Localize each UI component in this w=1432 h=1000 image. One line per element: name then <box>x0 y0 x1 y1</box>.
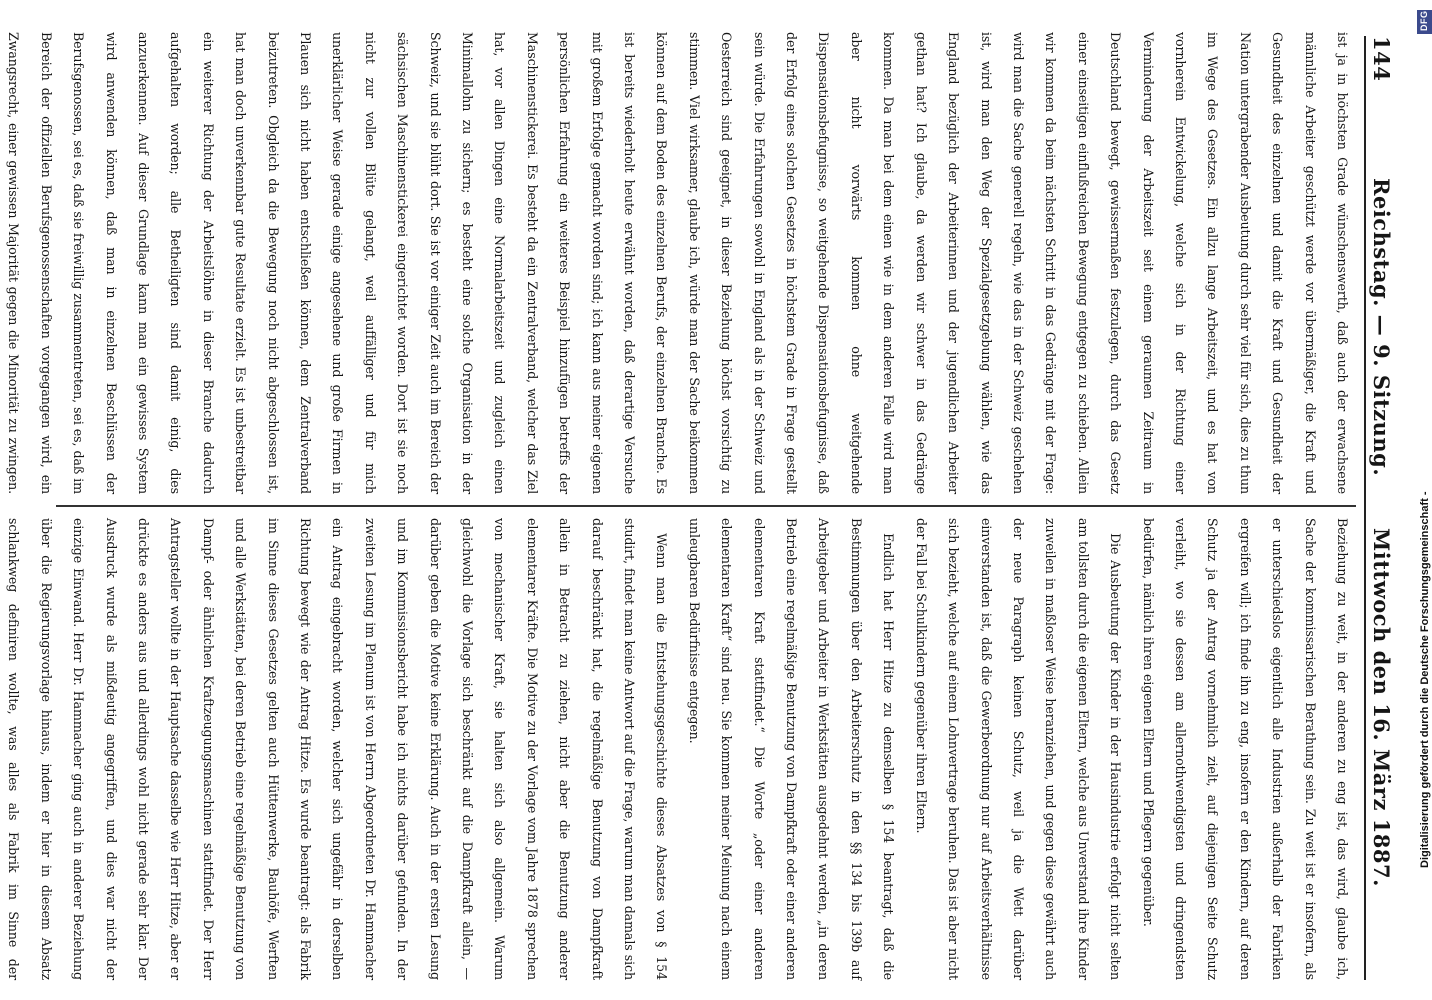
text-column-right <box>6 518 1358 980</box>
dfg-logo-text: DFG <box>1419 10 1429 31</box>
running-title: Reichstag. — 9. Sitzung. <box>1369 178 1394 477</box>
paragraph: Endlich hat Herr Hitze zu demselben § 154 beantragt, daß die Bestimmungen über den Arbeiterschutz in den §§ 134 bis 139b auf Arbeitgeber und Arbeiter in Werkstätten ausgedehnt werden, „in deren Betrieb eine regelmäßige Benutzung von Dampfkraft oder einer anderen elementaren Kraft stattfindet.“ Die Worte „oder einer anderen elementaren Kraft“ sind neu. Sie kommen meiner Meinung nach einem unleugbaren Bedürfnisse entgegen. <box>686 518 897 980</box>
paragraph: ist ja in höchsten Grade wünschenswerth, daß auch der erwachsene männliche Arbeiter geschützt werde vor übermäßiger, die Kraft und Gesundheit des einzelnen und damit die Kraft und Gesundheit der Nation untergrabender Ausbeutung durch sehr viel für sich, dies zu thun im Wege des Gesetzes. Ein allzu lange Arbeitszeit, und es hat von vornherein Entwickelung, welche sich in der Richtung einer Verminderung der Arbeitszeit seit einem geraumen Zeitraum in Deutschland bewegt, gewissermaßen festzulegen, durch das Gesetz einer einseitigen einflußreichen Bewegung entgegen zu schieben. Allein wir kommen da beim nächsten Schritt in das Gedränge mit der Frage: wird man die Sache generell regeln, wie das in der Schweiz geschehen ist, wird man den Weg der Spezialgesetzgebung wählen, wie das England bezüglich der Arbeiterinnen und der jugendlichen Arbeiter gethan hat? Ich glaube, da werden wir schwer in das Gedränge kommen. Da man bei dem einen wie in dem anderen Falle wird man aber nicht vorwärts kommen ohne weitgehende Dispensationsbefugnisse, so weitgehende Dispensationsbefugnisse, daß der Erfolg eines solchen Gesetzes in höchstem Grade in Frage gestellt sein würde. Die Erfahrungen sowohl in England als in der Schweiz und Oesterreich sind geeignet, in dieser Beziehung höchst vorsichtig zu stimmen. Viel wirksamer, glaube ich, würde man der Sache beikommen können auf dem Boden des einzelnen Berufs, der einzelnen Branche. Es ist bereits wiederholt heute erwähnt worden, daß derartige Versuche mit großem Erfolge gemacht worden sind; ich kann aus meiner eigenen persönlichen Erfahrung ein weiteres Beispiel hinzufügen betreffs der Maschinenstickerei. Es besteht da ein Zentralverband, welcher das Ziel hat, vor allen Dingen eine Normalarbeitszeit und zugleich einen Minimallohn zu sichern; es besteht eine solche Organisation in der Schweiz, und sie blüht dort. Sie ist vor einiger Zeit auch im Bereich der sächsischen Maschinenstickerei eingerichtet worden. Dort ist sie noch nicht zur vollen Blüte gelangt, weil auffälliger und für mich unerklärlicher Weise gerade einige angesehene und große Firmen in Plauen sich nicht haben entschließen können, dem Zentralverband beizutreten. Obgleich da die Bewegung noch nicht abgeschlossen ist, hat man doch unverkennbar gute Resultate erzielt. Es ist unbestreitbar ein weiterer Richtung der Arbeitslöhne in dieser Branche dadurch aufgehalten worden; alle Betheiligten sind damit einig, dies anzuerkennen. Auf dieser Grundlage kann man ein gewisses System wird anwenden können, daß man in einzelnen Beschlüssen der Berufsgenossen, sei es, daß sie freiwillig zusammentreten, sei es, daß im Bereich der offiziellen Berufsgenossenschaften vorgegangen wird, ein Zwangsrecht, einer gewissen Majorität gegen die Minorität zu zwingen. <box>6 32 1350 494</box>
dfg-logo <box>1417 10 1432 34</box>
page-number: 144 <box>1369 36 1394 82</box>
digitization-note-text: Digitalisierung gefördert durch die Deutsche Forschungsgemeinschaft - <box>1419 491 1431 868</box>
column-divider <box>56 505 1356 507</box>
paragraph: Wenn man die Entstehungsgeschichte dieses Absatzes von § 154 studirt, findet man keine Antwort auf die Frage, warum man damals sich darauf beschränkt hat, die regelmäßige Benutzung von Dampfkraft allein in Betracht zu ziehen, nicht aber die Benutzung anderer elementarer Kräfte. Die Motive zu der Vorlage vom Jahre 1878 sprechen von mechanischer Kraft, sie halten sich also allgemein. Warum gleichwohl die Vorlage sich beschränkt auf die Dampfkraft allein, — darüber geben die Motive keine Erklärung. Auch in der ersten Lesung und im Kommissionsbericht habe ich nichts darüber gefunden. In der zweiten Lesung im Plenum ist von Herrn Abgeordneten Dr. Hammacher ein Antrag eingebracht worden, welcher sich ungefähr in derselben Richtung bewegt wie der Antrag Hitze. Es wurde beantragt: als Fabrik im Sinne dieses Gesetzes gelten auch Hüttenwerke, Bauhöfe, Werften und alle Werkstätten, bei deren Betrieb eine regelmäßige Benutzung von Dampf- oder ähnlichen Kraftzeugungsmaschinen stattfindet. Der Herr Antragsteller wollte in der Hauptsache dasselbe wie Herr Hitze, aber er drückte es anders aus und allerdings wohl nicht gerade sehr klar. Der Ausdruck wurde als mißdeutig angegriffen, und dies war nicht der einzige Einwand. Herr Dr. Hammacher ging auch in anderer Beziehung über die Regierungsvorlage hinaus, indem er hier in diesem Absatz schlankweg definiren wollte, was alles als Fabrik im Sinne der <box>6 518 670 980</box>
paragraph: Die Ausbeutung der Kinder in der Hausindustrie erfolgt nicht selten am tollsten durch die eigenen Eltern, welche aus Unverstand ihre Kinder zuweilen in maßloser Weise heranziehen, und gegen diese gewährt auch der neue Paragraph keinen Schutz, weil ja die Wett darüber einverstanden ist, daß die Gewerbeordnung nur auf Arbeitsverhältnisse sich bezieht, welche auf einem Lohnvertrage beruhen. Das ist aber nicht der Fall bei Schulkindern gegenüber ihren Eltern. <box>913 518 1124 980</box>
header-rule <box>1364 36 1366 980</box>
digitization-note <box>1418 38 1432 868</box>
session-date: Mittwoch den 16. März 1887. <box>1369 528 1394 887</box>
paragraph: Beziehung zu weit, in der anderen zu eng ist, das wird, glaube ich, Sache der kommissarischen Berathung sein. Zu weit ist er insofern, als er unterschiedslos eigentlich alle Industrien außerhalb der Fabriken ergreifen will; ich finde ihn zu eng, insofern er den Kindern, auf deren Schutz ja der Antrag vornehmlich zielt, auf diejenigen Seite Schutz verleiht, wo sie dessen am allernothwendigsten und dringendsten bedürfen, nämlich ihren eigenen Eltern und Pflegern gegenüber. <box>1140 518 1350 980</box>
text-column-left <box>6 32 1358 494</box>
page-header <box>1364 28 1398 988</box>
